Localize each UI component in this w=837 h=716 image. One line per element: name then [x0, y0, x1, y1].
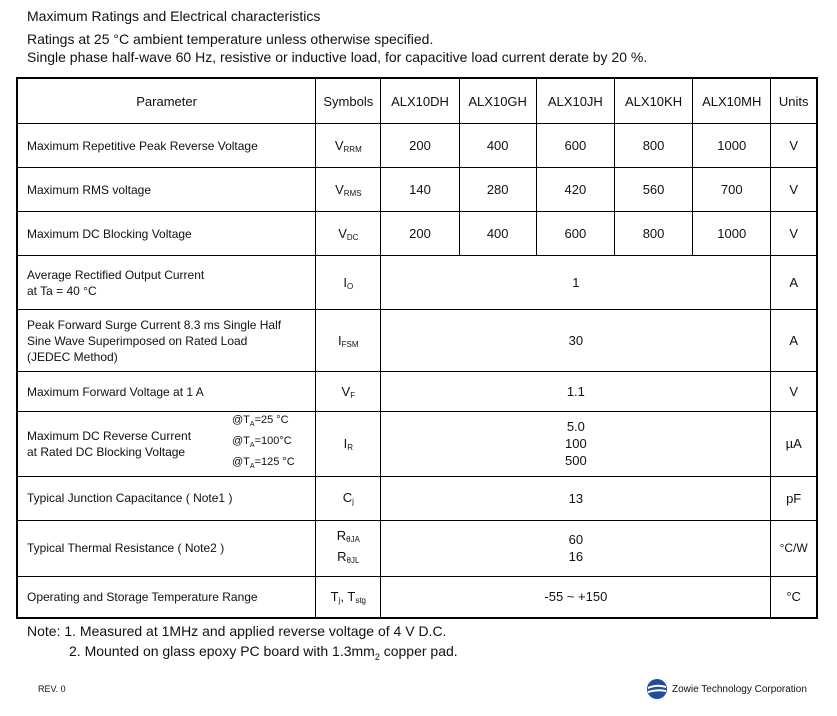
value-cell: 5.0 100 500: [381, 412, 771, 477]
unit-cell: V: [771, 124, 817, 168]
ratings-table: [16, 77, 818, 619]
note-2: 2. Mounted on glass epoxy PC board with $1.3mm_2$ copper pad.: [69, 643, 458, 662]
value-cell: 700: [693, 168, 771, 212]
unit-cell: V: [771, 168, 817, 212]
unit-cell: V: [771, 212, 817, 256]
header-part-2: ALX10GH: [459, 78, 536, 124]
value-cell: 140: [381, 168, 459, 212]
param-cell: Maximum DC Blocking Voltage: [17, 212, 316, 256]
param-cell: Typical Thermal Resistance ( Note2 ): [17, 520, 316, 576]
value-cell: 600: [536, 212, 614, 256]
unit-cell: V: [771, 372, 817, 412]
param-cell: Typical Junction Capacitance ( Note1 ): [17, 476, 316, 520]
value-cell: 800: [614, 212, 692, 256]
unit-cell: A: [771, 256, 817, 310]
value-cell: 200: [381, 124, 459, 168]
value-cell: 400: [459, 124, 536, 168]
conditions-line-1: Ratings at 25 °C ambient temperature unless otherwise specified.: [27, 31, 434, 47]
table-row: [17, 576, 817, 618]
unit-cell: pF: [771, 476, 817, 520]
value-cell: 30: [381, 310, 771, 372]
value-cell: -55 ~ +150: [381, 576, 771, 618]
table-row: [17, 412, 817, 477]
symbol-cell: $R_{\theta JA}$ $R_{\theta JL}$: [316, 520, 381, 576]
header-part-4: ALX10KH: [614, 78, 692, 124]
value-cell: 1.1: [381, 372, 771, 412]
param-cell: Peak Forward Surge Current 8.3 ms Single Half Sine Wave Superimposed on Rated Load (JEDEC Method): [17, 310, 316, 372]
value-cell: 1: [381, 256, 771, 310]
table-row: [17, 212, 817, 256]
symbol-cell: $V_F$: [316, 372, 381, 412]
page-title: Maximum Ratings and Electrical characteristics: [27, 8, 321, 24]
header-part-3: ALX10JH: [536, 78, 614, 124]
value-cell: 1000: [693, 212, 771, 256]
value-cell: 420: [536, 168, 614, 212]
param-cell: Maximum RMS voltage: [17, 168, 316, 212]
table-row: [17, 476, 817, 520]
symbol-cell: $I_O$: [316, 256, 381, 310]
header-symbols: Symbols: [316, 78, 381, 124]
conditions-line-2: Single phase half-wave 60 Hz, resistive or inductive load, for capacitive load current derate by 20 %.: [27, 49, 648, 65]
temperature-conditions: $@T_A=25$ °C $@T_A=100^\circ C$ $@T_A=125$ °C: [232, 414, 295, 471]
value-cell: 400: [459, 212, 536, 256]
symbol-cell: $V_{RMS}$: [316, 168, 381, 212]
symbol-cell: $V_{RRM}$: [316, 124, 381, 168]
value-cell: 60 16: [381, 520, 771, 576]
header-parameter: Parameter: [17, 78, 316, 124]
table-row: [17, 372, 817, 412]
param-cell: Operating and Storage Temperature Range: [17, 576, 316, 618]
value-cell: 280: [459, 168, 536, 212]
unit-cell: µA: [771, 412, 817, 477]
header-units: Units: [771, 78, 817, 124]
company-logo-icon: [646, 678, 668, 700]
symbol-cell: $I_R$: [316, 412, 381, 477]
symbol-cell: $C_j$: [316, 476, 381, 520]
header-part-5: ALX10MH: [693, 78, 771, 124]
table-row: [17, 124, 817, 168]
symbol-cell: $T_j$, $T_{stg}$: [316, 576, 381, 618]
table-row: [17, 520, 817, 576]
notes: [27, 621, 458, 667]
param-cell: Maximum Forward Voltage at 1 A: [17, 372, 316, 412]
symbol-cell: $V_{DC}$: [316, 212, 381, 256]
value-cell: 13: [381, 476, 771, 520]
table-row: [17, 256, 817, 310]
symbol-cell: $I_{FSM}$: [316, 310, 381, 372]
value-cell: 560: [614, 168, 692, 212]
company-name: Zowie Technology Corporation: [672, 684, 807, 695]
value-cell: 1000: [693, 124, 771, 168]
unit-cell: A: [771, 310, 817, 372]
note-1: Note: 1. Measured at 1MHz and applied reverse voltage of 4 V D.C.: [27, 623, 447, 639]
unit-cell: °C: [771, 576, 817, 618]
value-cell: 800: [614, 124, 692, 168]
header-row: [17, 78, 817, 124]
param-cell: Maximum DC Reverse Current at Rated DC Blocking Voltage $@T_A=25$ °C $@T_A=100^\circ C$ $@T_A=125$ °C: [17, 412, 316, 477]
header-part-1: ALX10DH: [381, 78, 459, 124]
param-cell: Maximum Repetitive Peak Reverse Voltage: [17, 124, 316, 168]
value-cell: 200: [381, 212, 459, 256]
revision-label: REV. 0: [38, 684, 66, 694]
value-cell: 600: [536, 124, 614, 168]
unit-cell: °C/W: [771, 520, 817, 576]
table-row: [17, 310, 817, 372]
param-cell: Average Rectified Output Current at Ta = 40 °C: [17, 256, 316, 310]
table-row: [17, 168, 817, 212]
